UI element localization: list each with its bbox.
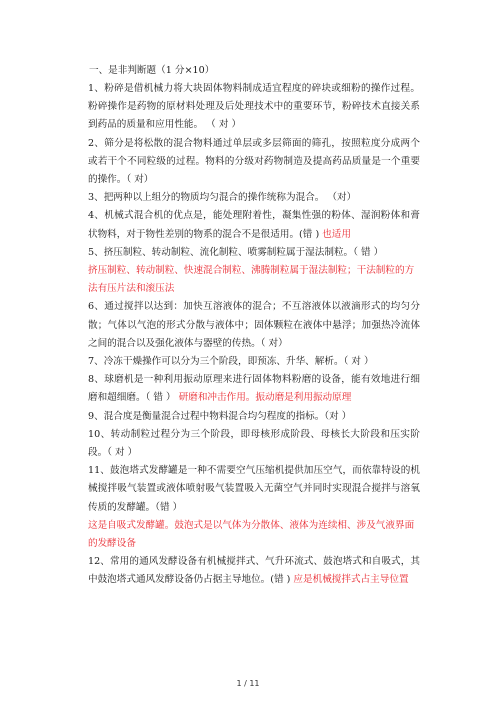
question-item: [88, 353, 420, 371]
question-item: [88, 462, 420, 517]
page-number: 1 / 11: [236, 679, 260, 688]
section-title: 一、是非判断题（1 分×10）: [89, 65, 215, 76]
question-item: [88, 244, 420, 262]
question-item: [88, 207, 420, 243]
question-item: [88, 189, 420, 207]
correction-inline: 应是机械搅拌式占主导位置: [293, 574, 409, 586]
question-item: [88, 553, 420, 589]
question-text: 4、机械式混合机的优点是，能处理附着性，凝集性强的粉体、湿润粉体和膏状物料，对于物性差别的物系的混合不是很适用。(错 ): [88, 210, 420, 240]
question-text: 11、鼓泡塔式发酵罐是一种不需要空气压缩机提供加压空气，而依靠特设的机械搅拌吸气装置或液体喷射吸气装置吸入无菌空气并同时实现混合搅拌与溶氧传质的发酵罐。（错 ）: [88, 465, 420, 513]
question-item: [88, 426, 420, 462]
correction-inline: 研磨和冲击作用。振动磨是利用振动原理: [178, 392, 352, 404]
question-text: 3、把两种以上组分的物质均匀混合的操作统称为混合。 （对）: [88, 192, 357, 204]
question-text: 2、筛分是将松散的混合物料通过单层或多层筛面的筛孔，按照粒度分成两个或若干个不同粒级的过程。物料的分级对药物制造及提高药品质量是一个重要的操作。（ 对）: [88, 137, 420, 186]
question-text: 8、球磨机是一种利用振动原理来进行固体物料粉磨的设备，能有效地进行细磨和超细磨。（ 错 ）: [88, 374, 420, 404]
question-item: [88, 135, 420, 190]
page-content: [88, 60, 420, 590]
question-list: [88, 80, 420, 590]
question-text: 12、常用的通风发酵设备有机械搅拌式、气升环流式、鼓泡塔式和自吸式，其中鼓泡塔式通风发酵设备仍占据主导地位。(错 ): [88, 556, 420, 586]
question-text: 1、粉碎是借机械力将大块固体物料制成适宜程度的碎块或细粉的操作过程。粉碎操作是药物的原材料处理及后处理技术中的重要环节，粉碎技术直接关系到药品的质量和应用性能。 （ 对 ）: [88, 83, 420, 131]
correction-inline: 也适用: [322, 228, 351, 240]
question-text: 10、转动制粒过程分为三个阶段，即母核形成阶段、母核长大阶段和压实阶段。（ 对 ）: [88, 428, 420, 459]
question-item: [88, 298, 420, 353]
question-item: [88, 80, 420, 135]
question-item: [88, 371, 420, 407]
question-text: 9、混合度是衡量混合过程中物料混合均匀程度的指标。（对 ）: [88, 410, 352, 422]
question-item: [88, 408, 420, 426]
question-text: 5、挤压制粒、转动制粒、流化制粒、喷雾制粒属于湿法制粒。（ 错 ）: [88, 246, 384, 258]
correction-note: 这是自吸式发酵罐。鼓泡式是以气体为分散体、液体为连续相、涉及气液界面的发酵设备: [88, 519, 415, 550]
correction-note: 挤压制粒、转动制粒、快速混合制粒、沸腾制粒属于湿法制粒；干法制粒的方法有压片法和滚压法: [88, 265, 415, 295]
question-text: 6、通过搅拌以达到：加快互溶液体的混合；不互溶液体以液滴形式的均匀分散；气体以气泡的形式分散与液体中；固体颗粒在液体中悬浮；加强热冷流体之间的混合以及强化液体与器壁的传热。（ 对）: [88, 301, 420, 349]
question-text: 7、冷冻干燥操作可以分为三个阶段，即预冻、升华、解析。（ 对 ）: [88, 356, 374, 368]
